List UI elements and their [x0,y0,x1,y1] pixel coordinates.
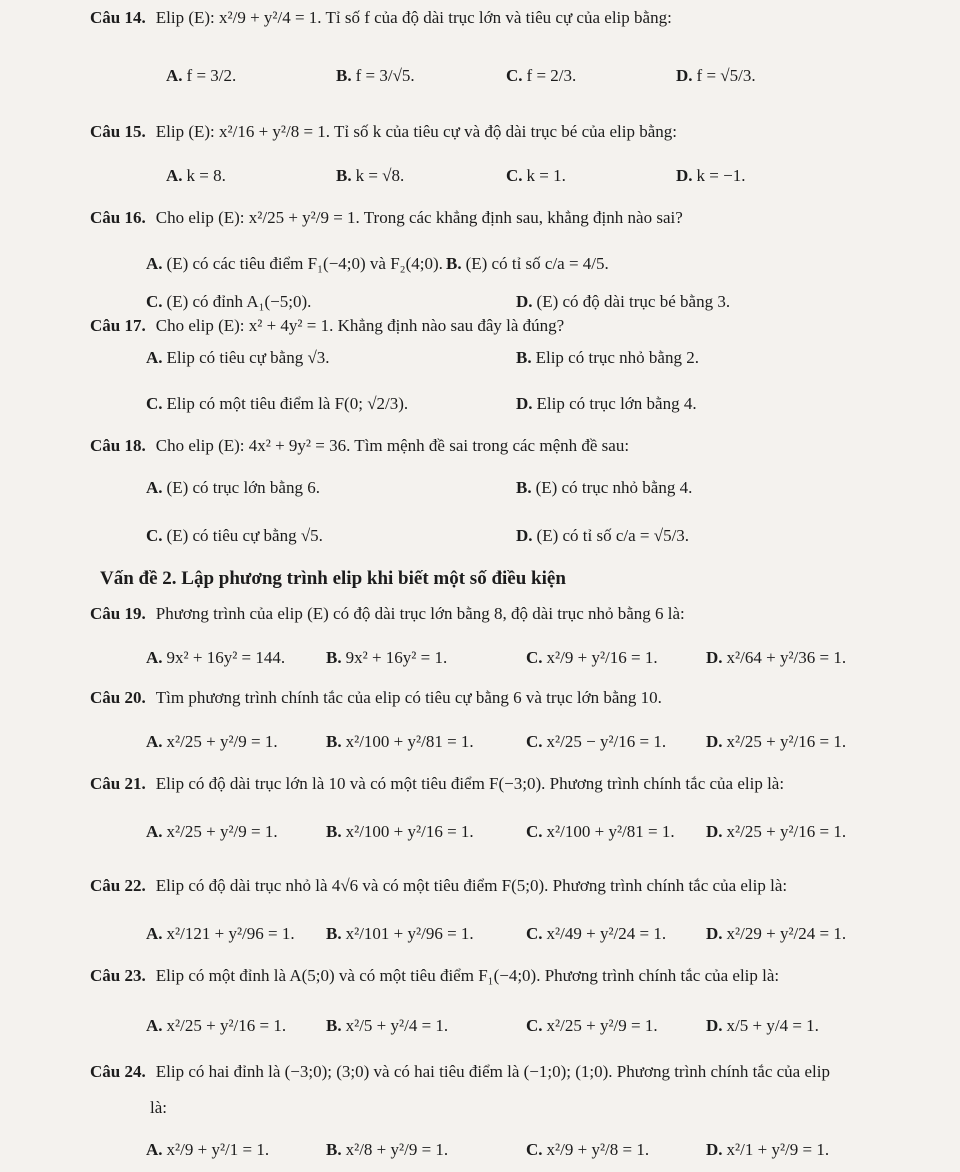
question-16 [90,208,940,228]
question-number: Câu 19. [90,604,146,623]
question-number: Câu 24. [90,1062,146,1081]
option-d[interactable]: D. (E) có độ dài trục bé bằng 3. [516,292,731,311]
question-19 [90,604,940,624]
question-number: Câu 14. [90,8,146,27]
question-stem: Elip có độ dài trục nhỏ là 4√6 và có một tiêu điểm F(5;0). Phương trình chính tắc của elip là: [155,876,788,895]
question-23 [90,966,940,986]
option-b[interactable]: B. (E) có trục nhỏ bằng 4. [516,478,693,497]
option-c[interactable]: C. Elip có một tiêu điểm là F(0; √2/3). [146,394,409,413]
question-stem: Elip (E): x²/16 + y²/8 = 1. Tỉ số k của tiêu cự và độ dài trục bé của elip bằng: [155,122,677,141]
option-a[interactable]: A. (E) có trục lớn bằng 6. [146,478,320,497]
question-stem: Elip (E): x²/9 + y²/4 = 1. Tỉ số f của độ dài trục lớn và tiêu cự của elip bằng: [155,8,672,27]
option-a[interactable]: A. x²/9 + y²/1 = 1. [146,1140,270,1159]
option-a[interactable]: A. x²/25 + y²/9 = 1. [146,732,278,751]
option-b[interactable]: B. k = √8. [336,166,405,185]
question-17 [90,316,940,336]
option-c[interactable]: C. x²/49 + y²/24 = 1. [526,924,667,943]
question-stem: Cho elip (E): 4x² + 9y² = 36. Tìm mệnh đề sai trong các mệnh đề sau: [155,436,630,455]
option-a[interactable]: A. (E) có các tiêu điểm F₁(−4;0) và F₂(4;0). [146,254,443,273]
option-d[interactable]: D. k = −1. [676,166,746,185]
option-c[interactable]: C. (E) có đỉnh A₁(−5;0). [146,292,312,311]
option-d[interactable]: D. f = √5/3. [676,66,756,85]
question-14 [90,8,940,28]
option-b[interactable]: B. 9x² + 16y² = 1. [326,648,448,667]
option-b[interactable]: B. Elip có trục nhỏ bằng 2. [516,348,699,367]
question-number: Câu 21. [90,774,146,793]
option-d[interactable]: D. Elip có trục lớn bằng 4. [516,394,697,413]
question-18 [90,436,940,456]
option-c[interactable]: C. k = 1. [506,166,566,185]
option-b[interactable]: B. x²/100 + y²/81 = 1. [326,732,474,751]
question-number: Câu 23. [90,966,146,985]
section-title: Vấn đề 2. Lập phương trình elip khi biết một số điều kiện [100,568,566,589]
option-c[interactable]: C. x²/25 − y²/16 = 1. [526,732,667,751]
option-d[interactable]: D. x²/29 + y²/24 = 1. [706,924,847,943]
question-number: Câu 18. [90,436,146,455]
option-d[interactable]: D. x²/25 + y²/16 = 1. [706,822,847,841]
option-d[interactable]: D. x/5 + y/4 = 1. [706,1016,819,1035]
question-stem: Elip có một đỉnh là A(5;0) và có một tiêu điểm F₁(−4;0). Phương trình chính tắc của elip là: [155,966,780,985]
option-c[interactable]: C. f = 2/3. [506,66,577,85]
question-stem: Elip có hai đỉnh là (−3;0); (3;0) và có hai tiêu điểm là (−1;0); (1;0). Phương trình chính tắc của elip [155,1062,830,1081]
option-a[interactable]: A. k = 8. [166,166,226,185]
question-21 [90,774,940,794]
option-c[interactable]: C. x²/9 + y²/8 = 1. [526,1140,650,1159]
question-number: Câu 15. [90,122,146,141]
option-a[interactable]: A. 9x² + 16y² = 144. [146,648,286,667]
option-a[interactable]: A. x²/121 + y²/96 = 1. [146,924,295,943]
option-a[interactable]: A. x²/25 + y²/16 = 1. [146,1016,287,1035]
question-number: Câu 16. [90,208,146,227]
question-stem: Cho elip (E): x²/25 + y²/9 = 1. Trong các khẳng định sau, khẳng định nào sai? [155,208,683,227]
option-d[interactable]: D. (E) có tỉ số c/a = √5/3. [516,526,690,545]
option-c[interactable]: C. x²/25 + y²/9 = 1. [526,1016,658,1035]
question-stem: Cho elip (E): x² + 4y² = 1. Khẳng định nào sau đây là đúng? [155,316,565,335]
question-stem: Phương trình của elip (E) có độ dài trục lớn bằng 8, độ dài trục nhỏ bằng 6 là: [155,604,685,623]
option-a[interactable]: A. x²/25 + y²/9 = 1. [146,822,278,841]
option-b[interactable]: B. x²/8 + y²/9 = 1. [326,1140,449,1159]
option-c[interactable]: C. (E) có tiêu cự bằng √5. [146,526,323,545]
question-22 [90,876,940,896]
question-number: Câu 20. [90,688,146,707]
question-15 [90,122,940,142]
option-d[interactable]: D. x²/1 + y²/9 = 1. [706,1140,830,1159]
option-c[interactable]: C. x²/9 + y²/16 = 1. [526,648,658,667]
option-a[interactable]: A. f = 3/2. [166,66,237,85]
option-d[interactable]: D. x²/25 + y²/16 = 1. [706,732,847,751]
option-b[interactable]: B. x²/101 + y²/96 = 1. [326,924,474,943]
option-c[interactable]: C. x²/100 + y²/81 = 1. [526,822,675,841]
question-stem: Elip có độ dài trục lớn là 10 và có một tiêu điểm F(−3;0). Phương trình chính tắc của elip là: [155,774,785,793]
question-stem: Tìm phương trình chính tắc của elip có tiêu cự bằng 6 và trục lớn bằng 10. [155,688,662,707]
option-b[interactable]: B. x²/100 + y²/16 = 1. [326,822,474,841]
option-b[interactable]: B. (E) có tỉ số c/a = 4/5. [446,254,609,273]
option-b[interactable]: B. f = 3/√5. [336,66,415,85]
question-24-stem-continued: là: [150,1098,167,1117]
option-a[interactable]: A. Elip có tiêu cự bằng √3. [146,348,330,367]
question-number: Câu 17. [90,316,146,335]
option-b[interactable]: B. x²/5 + y²/4 = 1. [326,1016,449,1035]
option-d[interactable]: D. x²/64 + y²/36 = 1. [706,648,847,667]
question-20 [90,688,940,708]
question-24 [90,1062,940,1082]
question-number: Câu 22. [90,876,146,895]
